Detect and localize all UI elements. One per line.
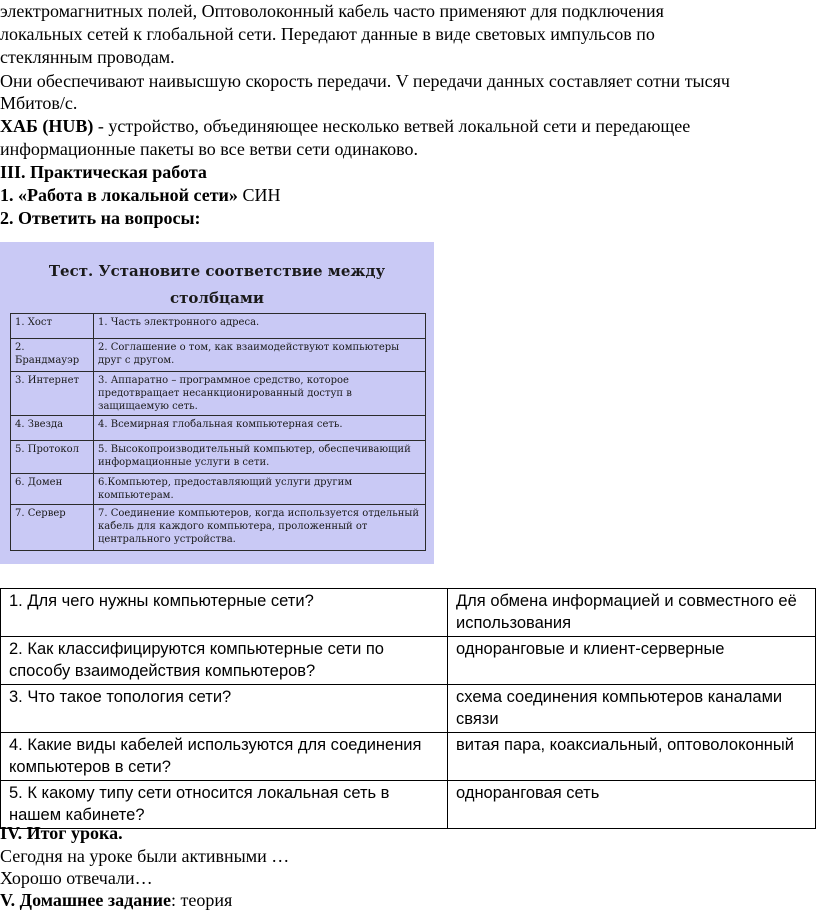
hub-term: ХАБ (HUB) (0, 116, 94, 136)
answer-cell: витая пара, коаксиальный, оптоволоконный (448, 733, 816, 781)
section3-item2: 2. Ответить на вопросы: (0, 208, 201, 228)
term-cell: 6. Домен (11, 474, 94, 505)
definition-cell: 7. Соединение компьютеров, когда используется отдельный кабель для каждого компьютера, проложенный от центрального устройства. (94, 505, 426, 551)
answer-cell: Для обмена информацией и совместного её использования (448, 589, 816, 637)
question-row (1, 733, 816, 781)
question-row (1, 685, 816, 733)
term-cell: 3. Интернет (11, 372, 94, 416)
intro-line-3: стеклянным проводам. (0, 47, 175, 67)
answer-cell: одноранговые и клиент-серверные (448, 637, 816, 685)
section4-heading: IV. Итог урока. (0, 823, 123, 843)
definition-cell: 1. Часть электронного адреса. (94, 314, 426, 339)
matching-table (10, 313, 426, 551)
section5-heading: V. Домашнее задание (0, 890, 171, 910)
question-cell: 5. К какому типу сети относится локальная сеть в нашем кабинете? (1, 781, 448, 829)
matching-row (11, 474, 426, 505)
answer-cell: одноранговая сеть (448, 781, 816, 829)
item1-title: 1. «Работа в локальной сети» (0, 185, 238, 205)
test-title-line-1: Тест. Установите соответствие между (48, 262, 386, 280)
section3-heading: III. Практическая работа (0, 162, 207, 182)
section5-rest: : теория (170, 890, 233, 910)
definition-cell: 4. Всемирная глобальная компьютерная сеть. (94, 416, 426, 441)
section4-line-1: Сегодня на уроке были активными … (0, 846, 290, 866)
question-cell: 3. Что такое топология сети? (1, 685, 448, 733)
matching-row (11, 372, 426, 416)
question-row (1, 589, 816, 637)
definition-cell: 5. Высокопроизводительный компьютер, обеспечивающий информационные услуги в сети. (94, 441, 426, 474)
answer-cell: схема соединения компьютеров каналами связи (448, 685, 816, 733)
section3-item1 (0, 184, 280, 206)
question-cell: 1. Для чего нужны компьютерные сети? (1, 589, 448, 637)
intro-line-5: Мбитов/с. (0, 93, 78, 113)
question-row (1, 781, 816, 829)
matching-row (11, 505, 426, 551)
hub-text: - устройство, объединяющее несколько ветвей локальной сети и передающее (93, 116, 691, 136)
definition-cell: 2. Соглашение о том, как взаимодействуют компьютеры друг с другом. (94, 339, 426, 372)
question-cell: 4. Какие виды кабелей используются для соединения компьютеров в сети? (1, 733, 448, 781)
intro-line-2: локальных сетей к глобальной сети. Передают данные в виде световых импульсов по (0, 24, 655, 44)
questions-table (0, 588, 816, 829)
question-cell: 2. Как классифицируются компьютерные сети по способу взаимодействия компьютеров? (1, 637, 448, 685)
term-cell: 4. Звезда (11, 416, 94, 441)
section5-line (0, 889, 232, 911)
matching-row (11, 314, 426, 339)
matching-row (11, 416, 426, 441)
term-cell: 5. Протокол (11, 441, 94, 474)
term-cell: 1. Хост (11, 314, 94, 339)
term-cell: 7. Сервер (11, 505, 94, 551)
test-title-line-2: столбцами (170, 289, 264, 307)
intro-line-4: Они обеспечивают наивысшую скорость передачи. V передачи данных составляет сотни тысяч (0, 71, 730, 91)
intro-line-1: электромагнитных полей, Оптоволоконный кабель часто применяют для подключения (0, 1, 664, 21)
matching-row (11, 339, 426, 372)
matching-row (11, 441, 426, 474)
hub-definition-cont: информационные пакеты во все ветви сети одинаково. (0, 139, 419, 159)
item1-note: СИН (237, 185, 281, 205)
hub-definition (0, 115, 690, 137)
definition-cell: 3. Аппаратно – программное средство, которое предотвращает несанкционированный доступ в защищаемую сеть. (94, 372, 426, 416)
question-row (1, 637, 816, 685)
definition-cell: 6.Компьютер, предоставляющий услуги другим компьютерам. (94, 474, 426, 505)
term-cell: 2. Брандмауэр (11, 339, 94, 372)
section4-line-2: Хорошо отвечали… (0, 868, 153, 888)
